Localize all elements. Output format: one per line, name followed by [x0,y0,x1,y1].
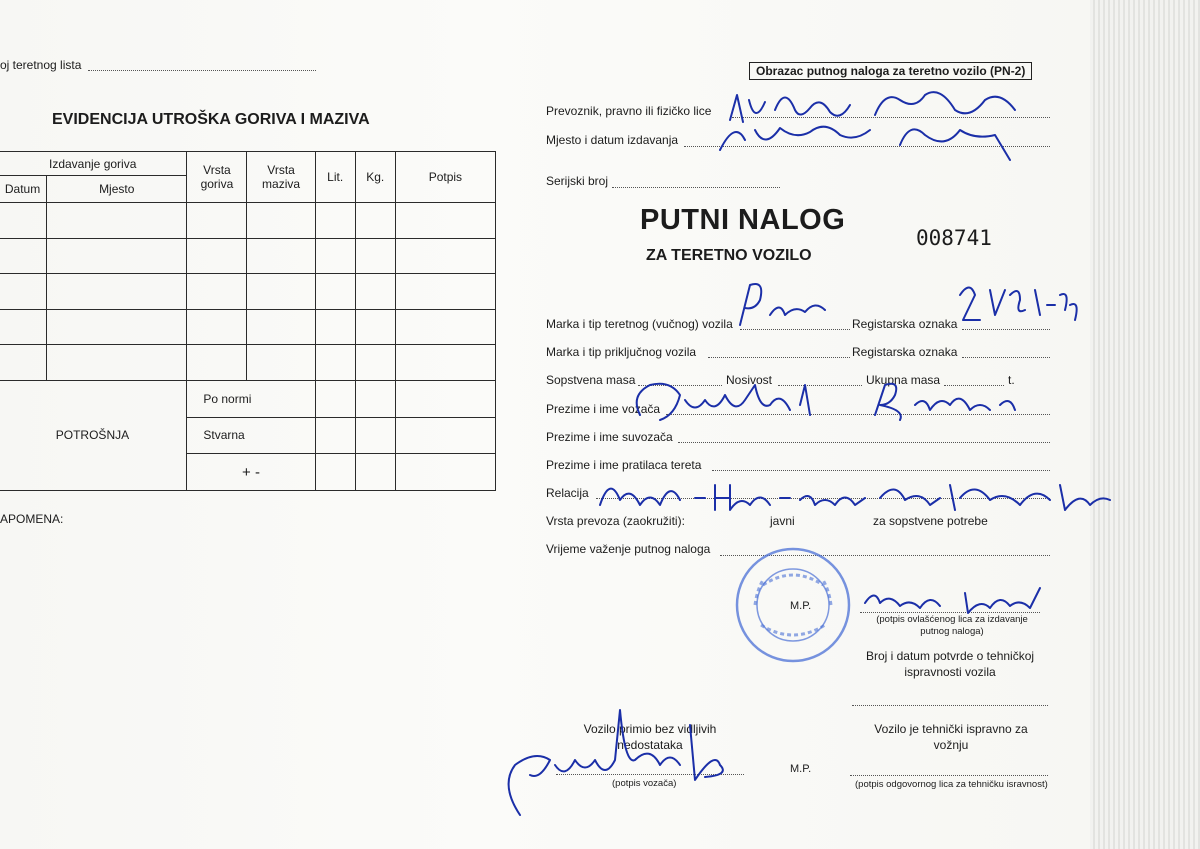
reg-oznaka-2-label: Registarska oznaka [852,345,958,359]
broj-datum-line [852,705,1048,706]
page-edge-stack [1090,0,1200,849]
th-izdavanje: Izdavanje goriva [0,152,187,176]
ukupna-masa-label: Ukupna masa [866,373,941,387]
th-mjesto: Mjesto [47,176,187,203]
potpis-vozaca-caption: (potpis vozača) [612,778,677,789]
sub-title: ZA TERETNO VOZILO [646,247,812,264]
suvozac-label: Prezime i ime suvozača [546,430,673,444]
serial-number: 008741 [916,226,992,250]
reg-oznaka-2-line [962,357,1050,358]
napomena-label: APOMENA: [0,512,64,526]
marka-vucnog-label: Marka i tip teretnog (vučnog) vozila [546,317,733,331]
marka-prikljucnog-line [708,357,850,358]
serijski-label: Serijski broj [546,174,609,188]
plus-minus-label: + - [187,454,315,491]
handwriting-marka [735,280,835,330]
serijski-line [612,187,780,188]
th-vrsta-goriva: Vrsta goriva [187,152,247,203]
handwriting-registracija [955,275,1085,335]
vrijeme-label: Vrijeme važenje putnog naloga [546,542,711,556]
teretni-list-line [88,70,316,71]
handwriting-relacija [595,470,1115,530]
nosivost-label: Nosivost [726,373,773,387]
reg-oznaka-1-label: Registarska oznaka [852,317,958,331]
prevoznik-label: Prevoznik, pravno ili fizičko lice [546,104,712,118]
sopstvene-option: za sopstvene potrebe [873,514,988,528]
tehnicki-ispravno-label: Vozilo je tehnički ispravno za vožnju [874,722,1028,752]
broj-datum-label: Broj i datum potvrde o tehničkoj ispravnosti vozila [865,649,1035,679]
th-potpis: Potpis [395,152,495,203]
form-code-box: Obrazac putnog naloga za teretno vozilo (PN-2) [749,62,1032,80]
vrsta-prevoza-label: Vrsta prevoza (zaokružiti): [546,514,685,528]
handwriting-vozac-potpis [490,705,740,820]
potpis-odgovornog-caption: (potpis odgovornog lica za tehničku isravnost) [855,779,1048,790]
teretni-list-label: oj teretnog lista [0,58,82,72]
potpis-ovlascenog-caption: (potpis ovlašćenog lica za izdavanje putnog naloga) [876,614,1028,637]
stvarna-label: Stvarna [187,417,315,454]
fuel-table [0,151,496,491]
marka-prikljucnog-label: Marka i tip priključnog vozila [546,345,697,359]
potrosnja-label: POTROŠNJA [0,380,187,490]
handwriting-vozac [630,375,1040,435]
mjesto-label: Mjesto i datum izdavanja [546,133,679,147]
vozac-label: Prezime i ime vozača [546,402,661,416]
handwriting-prevoznik [725,80,1055,170]
th-lit: Lit. [315,152,355,203]
handwriting-ovlasceno [860,578,1050,618]
t-unit: t. [1008,373,1015,387]
th-datum: Datum [0,176,47,203]
left-title: EVIDENCIJA UTROŠKA GORIVA I MAZIVA [52,111,370,128]
mp2-label: M.P. [790,763,812,775]
pratilac-label: Prezime i ime pratilaca tereta [546,458,702,472]
sopstvena-masa-label: Sopstvena masa [546,373,636,387]
javni-option: javni [770,514,795,528]
th-kg: Kg. [355,152,395,203]
relacija-label: Relacija [546,486,589,500]
po-normi-label: Po normi [187,380,315,417]
th-vrsta-maziva: Vrsta maziva [247,152,315,203]
mp1-label: M.P. [790,600,812,612]
tehnicki-line [850,775,1048,776]
main-title: PUTNI NALOG [640,204,846,236]
vozilo-primio-label: Vozilo primio bez vidljivih nedostataka [583,722,717,752]
suvozac-line [678,442,1050,443]
